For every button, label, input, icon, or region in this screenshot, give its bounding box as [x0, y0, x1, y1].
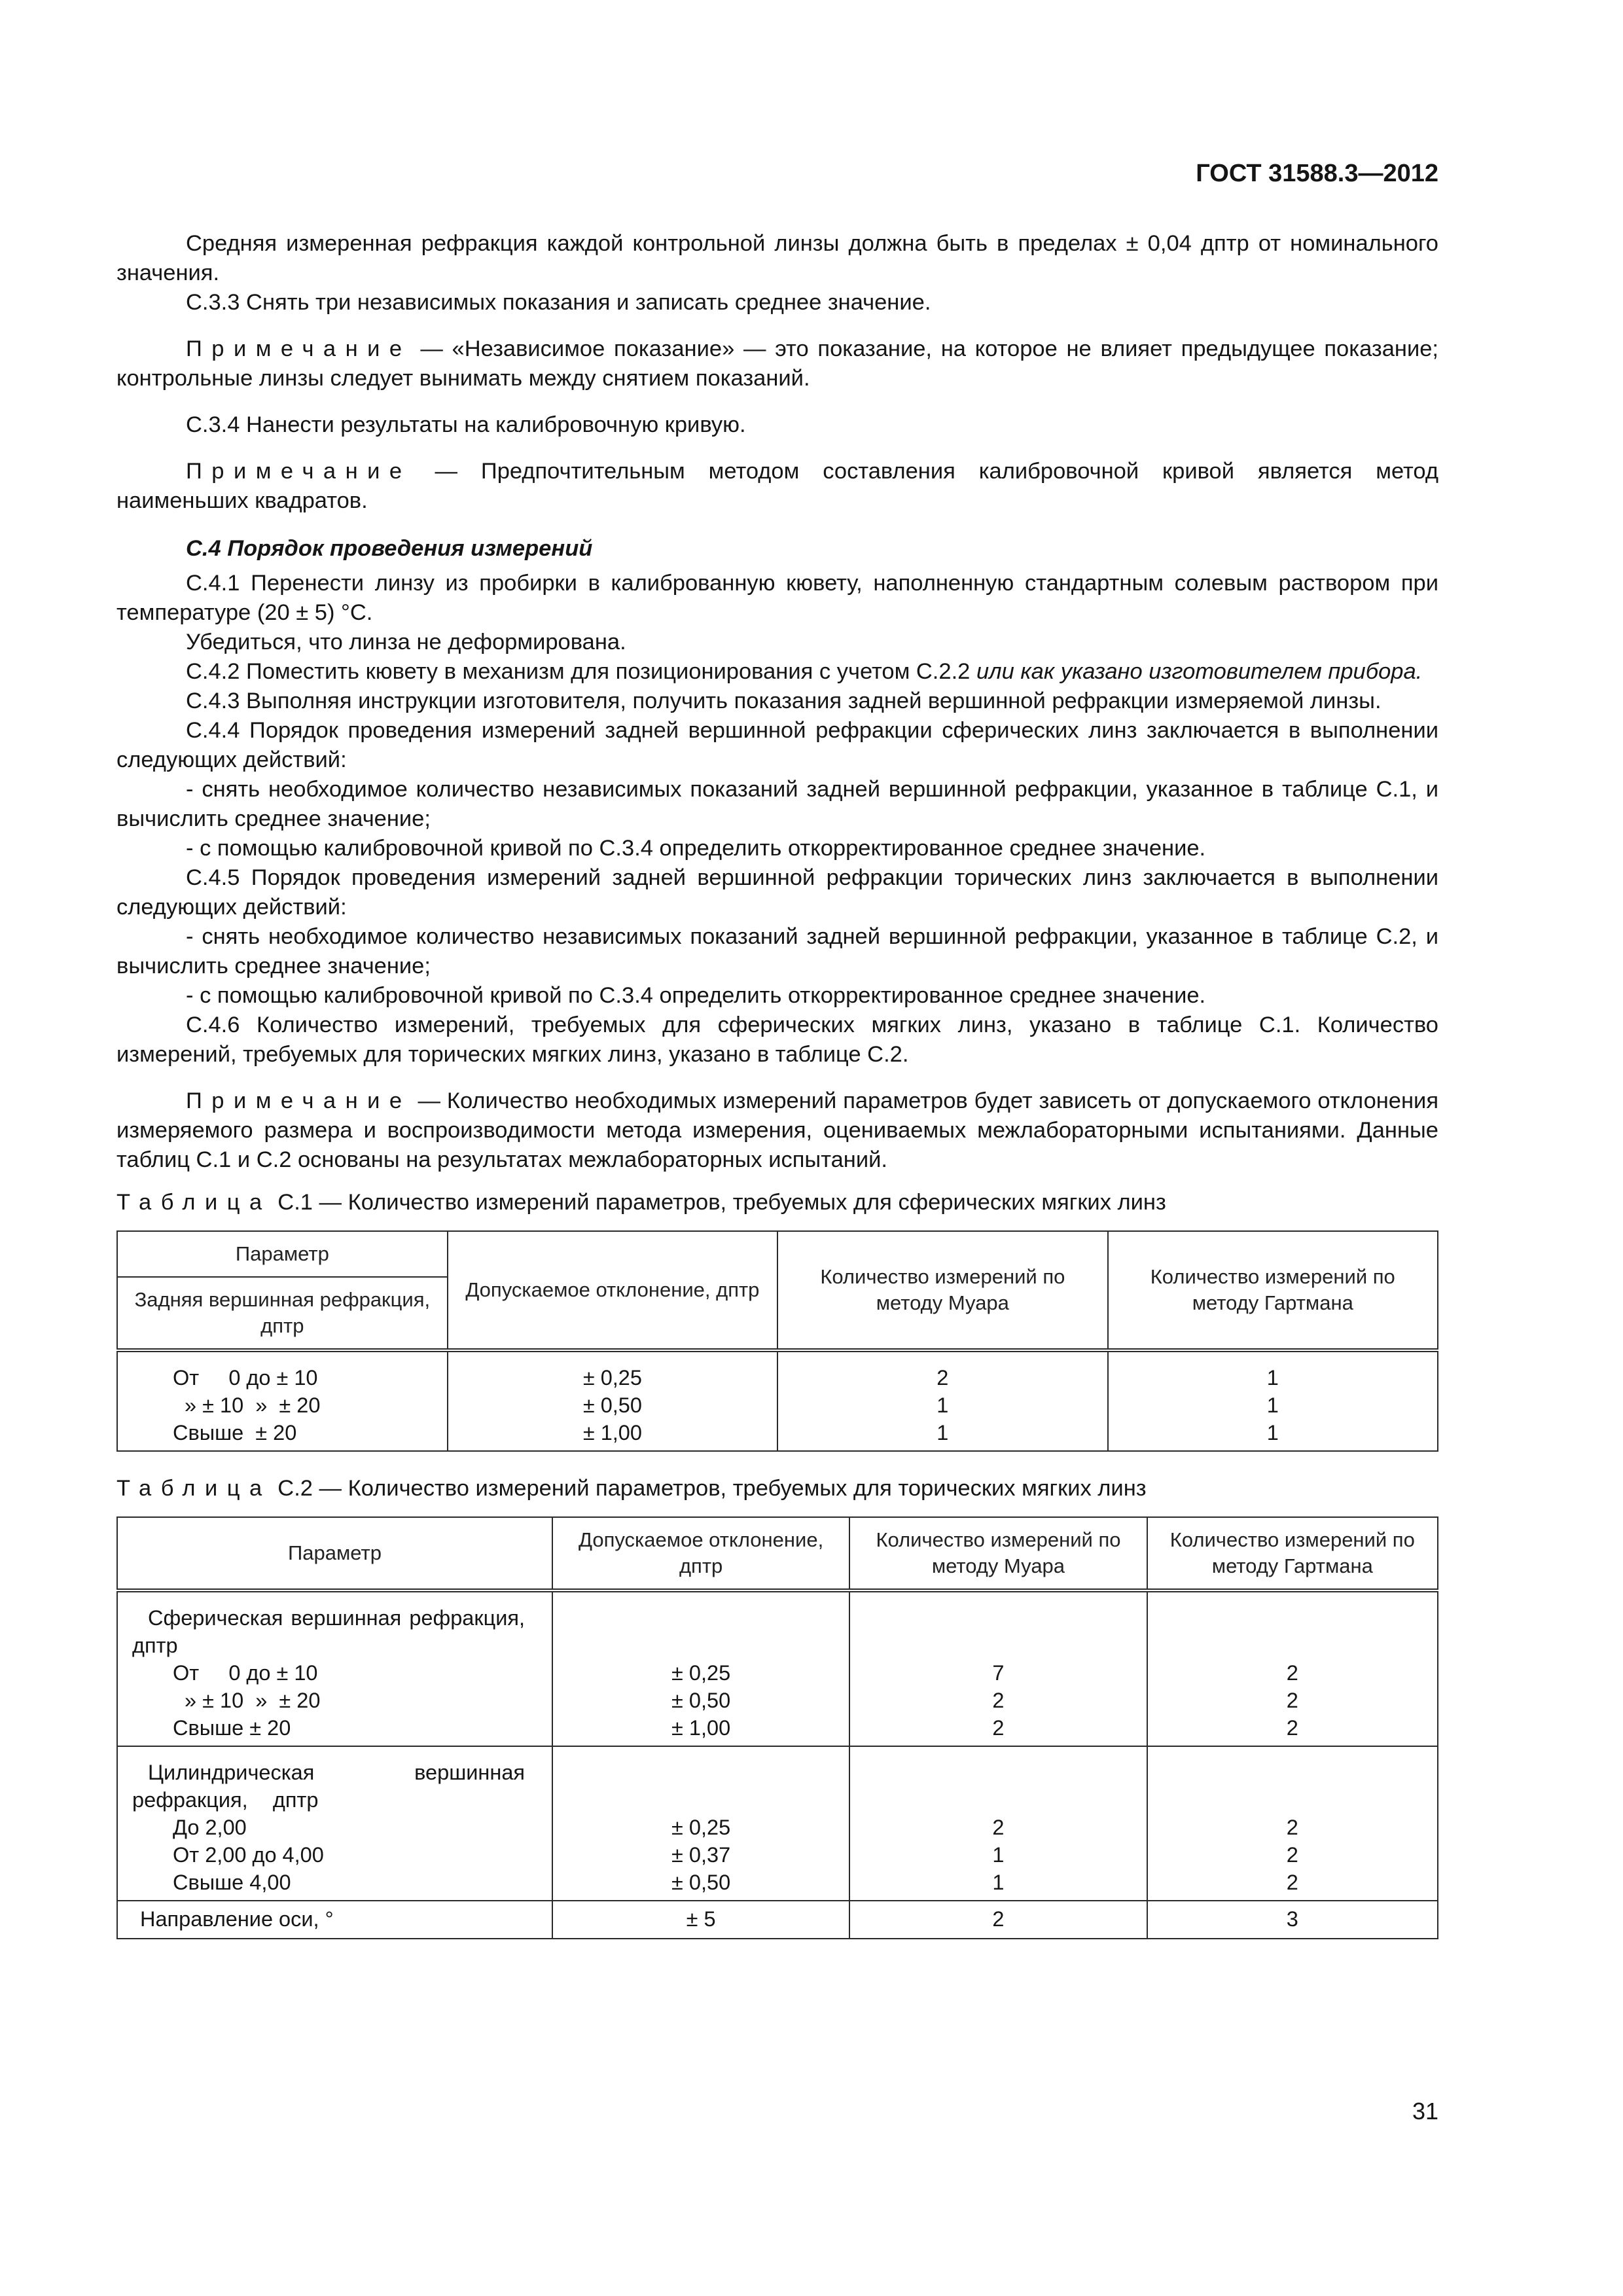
cell-line: 2	[1286, 1716, 1298, 1740]
cell-line: » ± 10 » ± 20	[173, 1689, 321, 1712]
table-header-cell: Количество измерений по методу Гартмана	[1147, 1517, 1438, 1590]
note-label: Примечание	[186, 459, 412, 484]
table-header-cell: Допускаемое отклонение, дптр	[448, 1231, 777, 1350]
cell-line: 1	[936, 1393, 949, 1417]
document-header: ГОСТ 31588.3—2012	[1196, 160, 1438, 187]
paragraph: С.3.4 Нанести результаты на калибровочную кривую.	[186, 412, 746, 437]
paragraph: С.4.1 Перенести линзу из пробирки в калиброванную кювету, наполненную стандартным солевым раствором при температуре (20 ± 5) °С.	[116, 571, 1438, 625]
note	[116, 334, 1438, 393]
cell-line: ± 0,50	[582, 1393, 642, 1417]
cell-line: 7	[992, 1661, 1005, 1685]
paragraph: Убедиться, что линза не деформирована.	[186, 630, 626, 655]
table-header-cell: Задняя вершинная рефракция, дптр	[117, 1277, 448, 1350]
paragraph: С.4.6 Количество измерений, требуемых для сферических мягких линз, указано в таблице С.1. Количество измерений, требуемых для торических мягких линз, указано в таблице С.2.	[116, 1013, 1438, 1067]
table-header-cell: Количество измерений по методу Муара	[849, 1517, 1147, 1590]
cell-line: 2	[1286, 1871, 1298, 1894]
table-cell: ± 5	[552, 1901, 849, 1939]
cell-line: 2	[1286, 1661, 1298, 1685]
table-caption-text: С.1 — Количество измерений параметров, требуемых для сферических мягких линз	[271, 1190, 1166, 1215]
cell-line: ± 0,25	[671, 1816, 731, 1839]
list-item: - с помощью калибровочной кривой по С.3.4 определить откорректированное среднее значение.	[186, 836, 1206, 861]
section-heading: С.4 Порядок проведения измерений	[186, 536, 593, 561]
paragraph-italic-text: или как указано изготовителем прибора.	[976, 659, 1423, 684]
cell-line: Свыше ± 20	[173, 1421, 297, 1444]
table-cell: 3	[1147, 1901, 1438, 1939]
cell-line: 2	[936, 1366, 949, 1390]
paragraph: С.4.5 Порядок проведения измерений задней вершинной рефракции торических линз заключается в выполнении следующих действий:	[116, 865, 1438, 920]
table-c2	[116, 1516, 1438, 1939]
note-text: — «Независимое показание» — это показание, на которое не влияет предыдущее показание; контрольные линзы следует вынимать между снятием показаний.	[116, 336, 1438, 391]
cell-line: ± 1,00	[671, 1716, 731, 1740]
cell-line: До 2,00	[173, 1816, 247, 1839]
table-cell	[117, 1350, 448, 1451]
list-item: - снять необходимое количество независимых показаний задней вершинной рефракции, указанное в таблице С.2, и вычислить среднее значение;	[116, 924, 1438, 978]
list-item: - снять необходимое количество независимых показаний задней вершинной рефракции, указанное в таблице С.1, и вычислить среднее значение;	[116, 777, 1438, 831]
group-title: Сферическая вершинная рефракция, дптр	[132, 1606, 525, 1657]
note	[116, 457, 1438, 516]
table-caption-label: Таблица	[116, 1476, 272, 1501]
table-cell	[448, 1350, 777, 1451]
table-cell	[1108, 1350, 1438, 1451]
table-cell	[849, 1746, 1147, 1901]
note-text: — Предпочтительным методом составления калибровочной кривой является метод наименьших квадратов.	[116, 459, 1438, 513]
cell-line: 2	[1286, 1689, 1298, 1712]
note-label: Примечание	[186, 336, 412, 361]
table-caption	[116, 1188, 1438, 1217]
cell-line: ± 0,25	[582, 1366, 642, 1390]
cell-line: ± 0,50	[671, 1871, 731, 1894]
document-body	[116, 229, 1438, 1939]
table-caption	[116, 1474, 1438, 1503]
cell-line: ± 1,00	[582, 1421, 642, 1444]
cell-line: » ± 10 » ± 20	[173, 1393, 321, 1417]
list-item: - с помощью калибровочной кривой по С.3.4 определить откорректированное среднее значение.	[186, 983, 1206, 1008]
cell-line: 2	[1286, 1843, 1298, 1867]
cell-line: 1	[1266, 1393, 1279, 1417]
paragraph	[116, 657, 1438, 687]
table-header-cell: Допускаемое отклонение, дптр	[552, 1517, 849, 1590]
paragraph: Средняя измеренная рефракция каждой контрольной линзы должна быть в пределах ± 0,04 дптр от номинального значения.	[116, 231, 1438, 285]
cell-line: От 2,00 до 4,00	[173, 1843, 324, 1867]
paragraph: С.3.3 Снять три независимых показания и записать среднее значение.	[186, 290, 931, 315]
table-caption-text: С.2 — Количество измерений параметров, требуемых для торических мягких линз	[271, 1476, 1147, 1501]
table-header-cell: Количество измерений по методу Муара	[777, 1231, 1107, 1350]
cell-line: 1	[992, 1871, 1005, 1894]
cell-line: 1	[1266, 1366, 1279, 1390]
table-cell	[552, 1746, 849, 1901]
table-header-cell: Количество измерений по методу Гартмана	[1108, 1231, 1438, 1350]
cell-line: 1	[1266, 1421, 1279, 1444]
table-cell: Направление оси, °	[117, 1901, 552, 1939]
table-cell	[117, 1746, 552, 1901]
cell-line: ± 0,50	[671, 1689, 731, 1712]
table-cell	[849, 1590, 1147, 1746]
table-header-cell: Параметр	[117, 1231, 448, 1277]
table-cell	[1147, 1746, 1438, 1901]
table-cell	[1147, 1590, 1438, 1746]
paragraph: С.4.3 Выполняя инструкции изготовителя, получить показания задней вершинной рефракции измеряемой линзы.	[186, 689, 1382, 713]
note	[116, 1086, 1438, 1175]
cell-line: Свыше 4,00	[173, 1871, 291, 1894]
table-cell	[117, 1590, 552, 1746]
table-cell	[552, 1590, 849, 1746]
cell-line: ± 0,25	[671, 1661, 731, 1685]
cell-line: От 0 до ± 10	[173, 1366, 318, 1390]
cell-line: От 0 до ± 10	[173, 1661, 318, 1685]
paragraph: С.4.4 Порядок проведения измерений задней вершинной рефракции сферических линз заключается в выполнении следующих действий:	[116, 718, 1438, 772]
table-caption-label: Таблица	[116, 1190, 272, 1215]
cell-line: 2	[992, 1689, 1005, 1712]
table-c1	[116, 1230, 1438, 1452]
cell-line: Свыше ± 20	[173, 1716, 291, 1740]
cell-line: 2	[992, 1716, 1005, 1740]
group-title: Цилиндрическая вершинная рефракция, дптр	[132, 1761, 525, 1812]
table-header-cell: Параметр	[117, 1517, 552, 1590]
cell-line: 1	[936, 1421, 949, 1444]
cell-line: 1	[992, 1843, 1005, 1867]
note-label: Примечание	[186, 1088, 412, 1113]
page-number: 31	[1412, 2098, 1438, 2125]
cell-line: 2	[992, 1816, 1005, 1839]
cell-line: ± 0,37	[671, 1843, 731, 1867]
paragraph-text: С.4.2 Поместить кювету в механизм для позиционирования с учетом С.2.2	[186, 659, 976, 684]
note-text: — Количество необходимых измерений параметров будет зависеть от допускаемого отклонения измеряемого размера и воспроизводимости метода измерения, оцениваемых межлабораторными испытаниями. Данные таблиц С.1 и С.2 основаны на результатах межлабораторных испытаний.	[116, 1088, 1438, 1172]
table-cell: 2	[849, 1901, 1147, 1939]
cell-line: 2	[1286, 1816, 1298, 1839]
table-cell	[777, 1350, 1107, 1451]
